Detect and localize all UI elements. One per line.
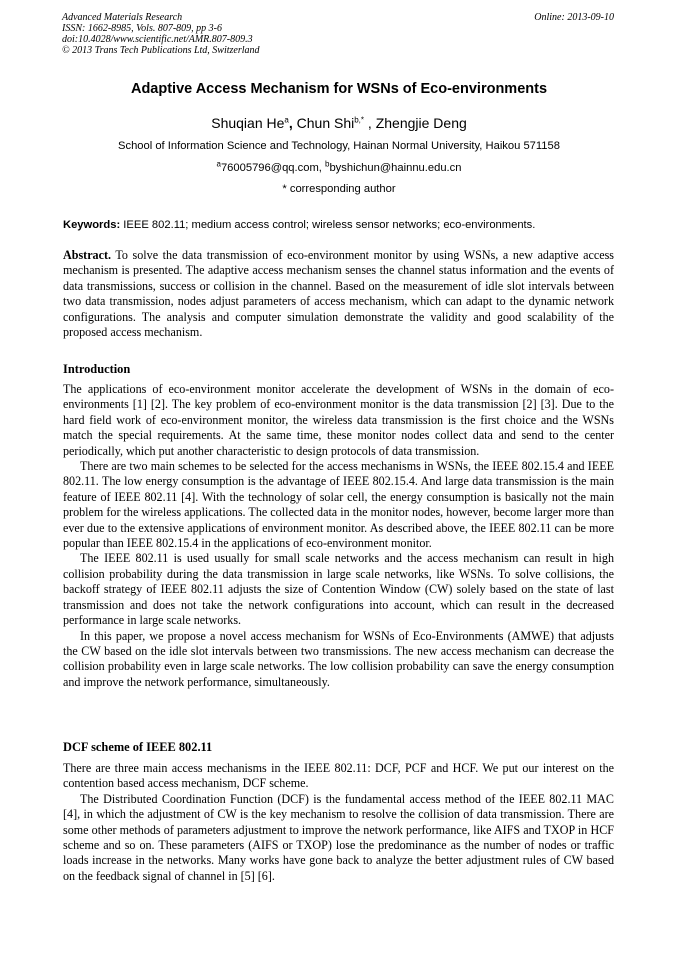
corresponding-author-note: * corresponding author (282, 183, 396, 195)
intro-paragraph-2: There are two main schemes to be selected for the access mechanisms in WSNs, the IEEE 802.15.4 and IEEE 802.11. The low energy consumption is the advantage of IEEE 802.15.4. And large data transmission is the main feature of IEEE 802.11 [4]. With the technology of solar cell, the energy consumption is basically not the main problem for the wireless applications. The collected data in the monitor nodes, however, become larger more than ever due to the extensive applications of environment monitor. As described above, the IEEE 802.11 can be more popular than IEEE 802.15.4 in the applications of eco-environment monitor. (63, 459, 614, 551)
author-line (0, 115, 678, 131)
dcf-paragraph-2: The Distributed Coordination Function (DCF) is the fundamental access method of the IEEE 802.11 MAC [4], in which the adjustment of CW is the key mechanism to resolve the collision of data transmission. There are some other methods of parameters adjustment to improve the network performance, like AIFS and TXOP in HCF scheme and so on. These parameters (AIFS or TXOP) lose the predominance as the number of nodes or traffic loads increase in the networks. Many works have gone back to analyze the better adjustment rules of CW based on the feedback signal of channel in [5] [6]. (63, 791, 614, 883)
dcf-paragraph-1: There are three main access mechanisms in the IEEE 802.11: DCF, PCF and HCF. We put our interest on the contention based access mechanism, DCF scheme. (63, 761, 614, 791)
author-2-sup: b,* (354, 115, 365, 125)
journal-header (62, 12, 260, 56)
dcf-body (63, 761, 614, 884)
affiliation: School of Information Science and Technology, Hainan Normal University, Haikou 571158 (118, 140, 560, 152)
journal-name: Advanced Materials Research (62, 12, 183, 23)
intro-paragraph-3: The IEEE 802.11 is used usually for small scale networks and the access mechanism can result in high collision probability during the data transmission in large scale networks, like WSNs. To solve collisions, the backoff strategy of IEEE 802.11 adjusts the size of Contention Window (CW) solely based on the state of last transmission and does not take the network configurations into account, which can result in the decreased performance in large scale networks. (63, 551, 614, 628)
keywords (63, 219, 623, 231)
abstract (63, 248, 614, 340)
email-b-sup: b (325, 159, 330, 169)
abstract-text: To solve the data transmission of eco-environment monitor by using WSNs, a new adaptive access mechanism is presented. The adaptive access mechanism senses the channel status information and the events of data transmissions, success or collision in the channel. Based on the measurement of idle slot intervals between two data transmission, nodes adjust parameters of access mechanism, which can adapt to the dynamic network configurations. The analysis and computer simulation demonstrate the validity and good scalability of the proposed access mechanism. (63, 248, 614, 340)
intro-paragraph-1: The applications of eco-environment monitor accelerate the development of WSNs in the domain of eco-environments [1] [2]. The key problem of eco-environment monitor is the data transmission [2] [3]. Due to the hard field work of eco-environment monitor, the wireless data transmission is the first choice and the WSNs match the special requirements. At the same time, these monitor nodes collect data and send to the center periodically, which put another characteristic to design protocols of data transmission. (63, 382, 614, 458)
keywords-text: IEEE 802.11; medium access control; wireless sensor networks; eco-environments. (120, 219, 536, 231)
email-b: byshichun@hainnu.edu.cn (329, 162, 462, 174)
intro-paragraph-4: In this paper, we propose a novel access mechanism for WSNs of Eco-Environments (AMWE) that adjusts the CW based on the idle slot intervals between two transmissions. The new access mechanism can decrease the collision probability even in large scale networks. The low collision probability can save the energy consumption and improve the network performance, simultaneously. (63, 628, 614, 689)
email-line (0, 159, 678, 174)
introduction-body (63, 382, 614, 690)
online-date: Online: 2013-09-10 (534, 12, 614, 23)
author-separator-2: , (364, 115, 376, 131)
author-1-sup: a (284, 115, 289, 125)
email-a-sup: a (216, 159, 221, 169)
author-separator-1: , (288, 115, 297, 131)
paper-title: Adaptive Access Mechanism for WSNs of Eco-environments (130, 81, 548, 97)
copyright-line: © 2013 Trans Tech Publications Ltd, Switzerland (62, 45, 260, 56)
keywords-label: Keywords: (63, 219, 121, 231)
dcf-heading: DCF scheme of IEEE 802.11 (63, 740, 213, 754)
email-a: 76005796@qq.com, (220, 162, 325, 174)
abstract-label: Abstract. (63, 248, 112, 262)
doi-line: doi:10.4028/www.scientific.net/AMR.807-809.3 (62, 34, 253, 45)
introduction-heading: Introduction (63, 362, 131, 376)
author-1-name: Shuqian He (211, 115, 285, 131)
issn-line: ISSN: 1662-8985, Vols. 807-809, pp 3-6 (62, 23, 222, 34)
author-3-name: Zhengjie Deng (375, 115, 467, 131)
abstract-paragraph (63, 248, 614, 340)
author-2-name: Chun Shi (296, 115, 355, 131)
